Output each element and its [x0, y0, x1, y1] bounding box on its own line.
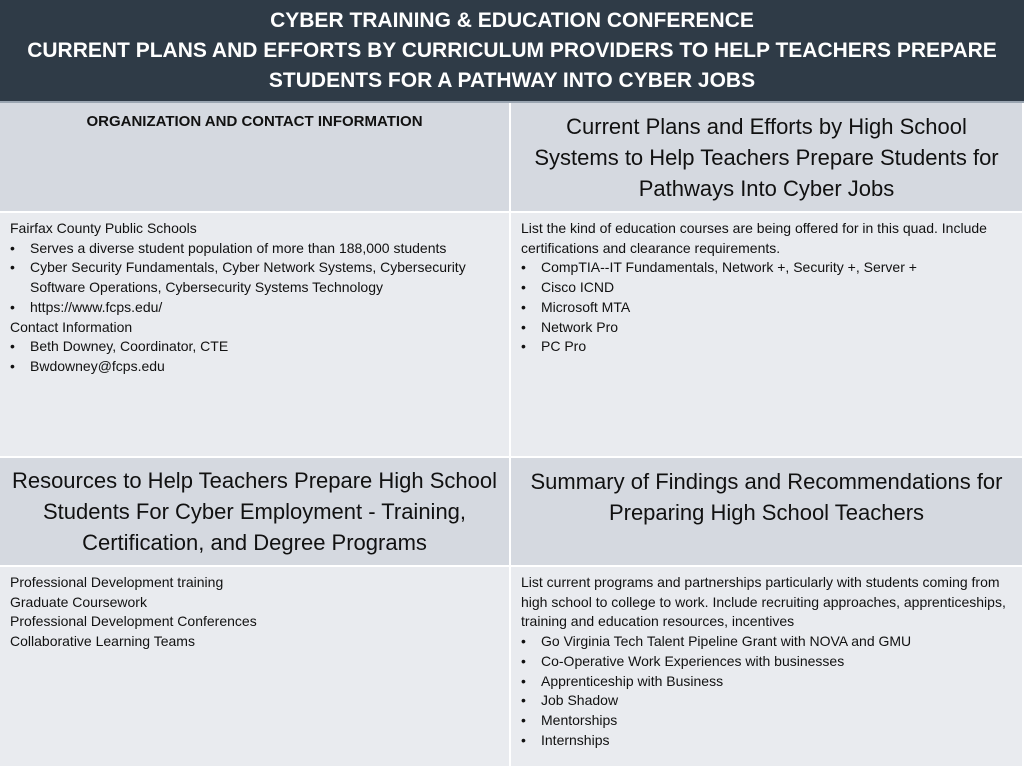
conference-title: CYBER TRAINING & EDUCATION CONFERENCE — [270, 8, 754, 32]
list-item: • CompTIA--IT Fundamentals, Network +, Security +, Server + — [541, 258, 1012, 278]
list-item: • Cisco ICND — [541, 278, 1012, 298]
list-item: • Mentorships — [541, 711, 1012, 731]
quad1-heading-text: ORGANIZATION AND CONTACT INFORMATION — [86, 113, 423, 130]
resource-line: Graduate Coursework — [10, 593, 147, 610]
quad4-body — [511, 567, 1024, 768]
list-item: • Job Shadow — [541, 691, 1012, 711]
contact-list — [10, 337, 499, 376]
title-bar — [0, 0, 1024, 103]
quad2-body — [511, 213, 1024, 458]
quad1-heading — [0, 103, 511, 213]
org-name: Fairfax County Public Schools — [10, 220, 197, 236]
list-item: • Bwdowney@fcps.edu — [30, 357, 499, 377]
contact-label: Contact Information — [10, 318, 133, 335]
list-item: • Internships — [541, 731, 1012, 751]
quad4-heading — [511, 458, 1024, 567]
list-item: • Beth Downey, Coordinator, CTE — [30, 337, 499, 357]
quad1-body — [0, 213, 511, 458]
list-item: • Network Pro — [541, 318, 1012, 338]
resource-line: Professional Development Conferences — [10, 613, 257, 630]
list-item: • Apprenticeship with Business — [541, 672, 1012, 692]
course-list — [521, 258, 1012, 357]
quad4-intro: List current programs and partnerships particularly with students coming from high school to college to work. Include recruiting approaches, apprenticeships, training and education resources, incentives — [521, 574, 1006, 630]
slide-title-line-2: STUDENTS FOR A PATHWAY INTO CYBER JOBS — [268, 68, 756, 92]
quad3-heading — [0, 458, 511, 567]
list-item: • Microsoft MTA — [541, 298, 1012, 318]
quad2-intro: List the kind of education courses are being offered for in this quad. Include certifications and clearance requirements. — [521, 220, 987, 256]
list-item: • Cyber Security Fundamentals, Cyber Network Systems, Cybersecurity Software Operations, Cybersecurity Systems Technology — [30, 258, 499, 297]
org-bullet-list — [10, 239, 499, 318]
quad4-heading-text: Summary of Findings and Recommendations for Preparing High School Teachers — [530, 469, 1003, 525]
resource-line: Collaborative Learning Teams — [10, 633, 195, 650]
list-item: • Serves a diverse student population of more than 188,000 students — [30, 239, 499, 259]
program-list — [521, 632, 1012, 750]
quad2-heading — [511, 103, 1024, 213]
list-item: • PC Pro — [541, 337, 1012, 357]
list-item: • Co-Operative Work Experiences with businesses — [541, 652, 1012, 672]
slide-title-line-1: CURRENT PLANS AND EFFORTS BY CURRICULUM PROVIDERS TO HELP TEACHERS PREPARE — [27, 38, 997, 62]
quad3-heading-text: Resources to Help Teachers Prepare High School Students For Cyber Employment - Training, Certification, and Degree Programs — [11, 468, 498, 555]
list-item: • Go Virginia Tech Talent Pipeline Grant with NOVA and GMU — [541, 632, 1012, 652]
quad-table — [0, 103, 1024, 768]
resource-line: Professional Development training — [10, 574, 224, 590]
quad2-heading-text: Current Plans and Efforts by High School Systems to Help Teachers Prepare Students for Pathways Into Cyber Jobs — [534, 114, 999, 201]
quad3-body — [0, 567, 511, 768]
list-item: • https://www.fcps.edu/ — [30, 298, 499, 318]
